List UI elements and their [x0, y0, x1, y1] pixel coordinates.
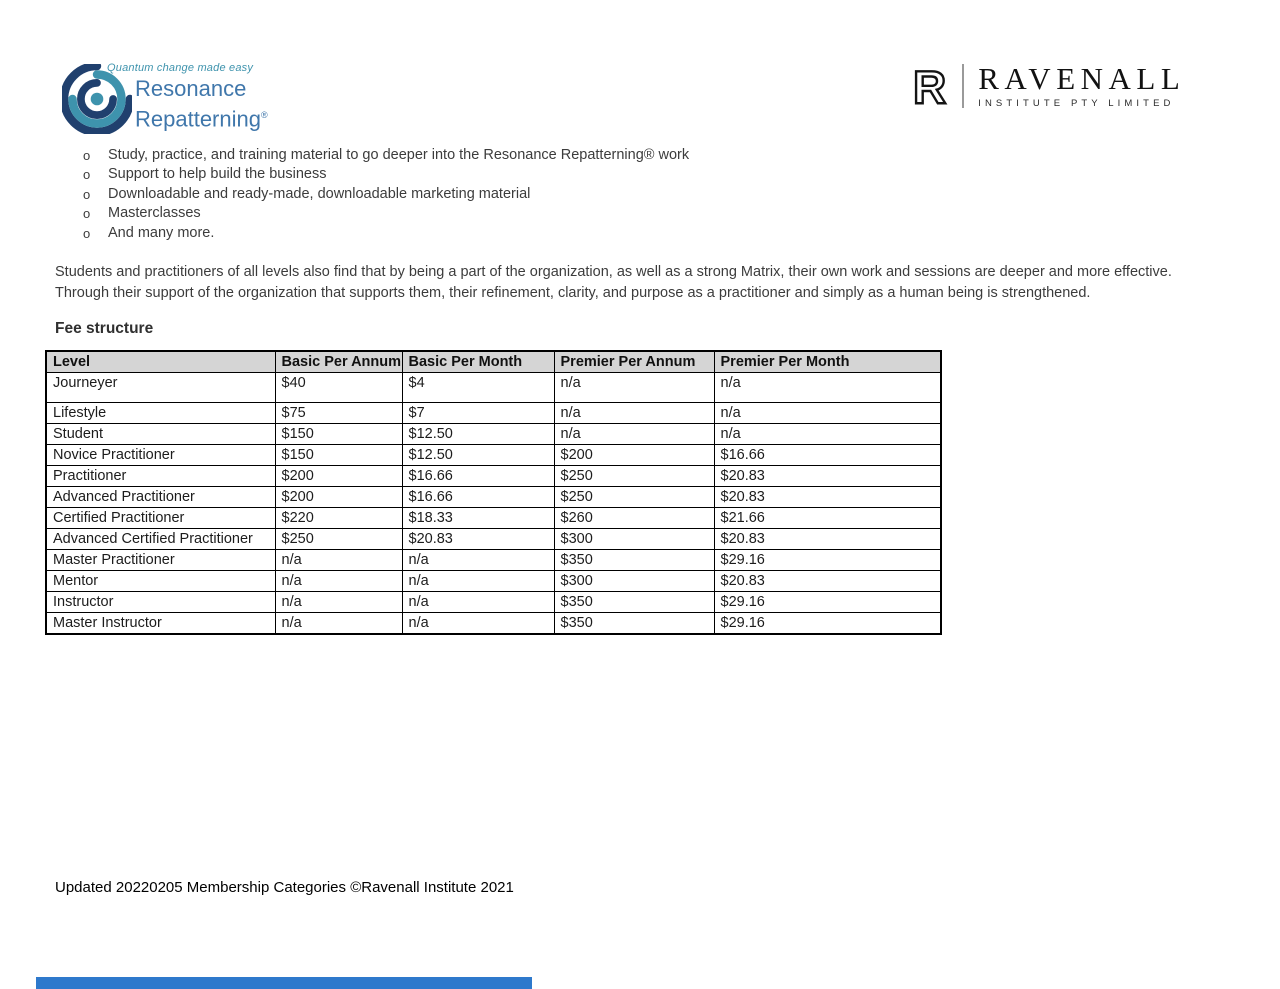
fee-table [45, 350, 942, 635]
spiral-icon [62, 64, 132, 134]
table-cell: $21.66 [714, 508, 941, 529]
bullet-marker: o [83, 148, 91, 163]
column-header: Premier Per Month [714, 351, 941, 373]
table-row [46, 571, 941, 592]
table-cell: n/a [402, 550, 554, 571]
footer-note: Updated 20220205 Membership Categories ©Ravenall Institute 2021 [55, 879, 514, 896]
body-paragraph: Students and practitioners of all levels also find that by being a part of the organization, as well as a strong Matrix, their own work and sessions are deeper and more effective. Through their support of the organization that supports them, their refinement, clarity, and purpose as a practitioner and simply as a human being is strengthened. [55, 264, 1172, 301]
table-row [46, 592, 941, 613]
ravenall-subtitle: INSTITUTE PTY LIMITED [978, 98, 1175, 109]
table-cell: $29.16 [714, 613, 941, 635]
table-cell: $75 [275, 403, 402, 424]
table-cell: n/a [402, 613, 554, 635]
table-cell: n/a [275, 550, 402, 571]
table-cell: $18.33 [402, 508, 554, 529]
table-cell: $300 [554, 529, 714, 550]
ravenall-name: RAVENALL [978, 61, 1186, 96]
column-header: Level [46, 351, 275, 373]
table-cell: $20.83 [714, 571, 941, 592]
table-cell: Lifestyle [46, 403, 275, 424]
resonance-logo [62, 57, 302, 139]
table-cell: Certified Practitioner [46, 508, 275, 529]
table-cell: n/a [714, 373, 941, 403]
table-cell: n/a [554, 373, 714, 403]
table-cell: $20.83 [714, 487, 941, 508]
table-cell: $20.83 [402, 529, 554, 550]
table-row [46, 445, 941, 466]
list-item [83, 185, 689, 204]
logo-wordmark [135, 76, 268, 132]
table-cell: $16.66 [402, 466, 554, 487]
table-cell: Master Practitioner [46, 550, 275, 571]
table-cell: n/a [714, 424, 941, 445]
benefits-list [83, 146, 689, 243]
bullet-marker: o [83, 186, 91, 202]
table-cell: $350 [554, 550, 714, 571]
table-cell: $220 [275, 508, 402, 529]
ravenall-wordmark [978, 63, 1185, 109]
table-cell: $200 [275, 487, 402, 508]
fee-structure-heading: Fee structure [55, 320, 154, 337]
list-item-text: Support to help build the business [108, 166, 327, 183]
column-header: Basic Per Annum [275, 351, 402, 373]
table-cell: $300 [554, 571, 714, 592]
table-cell: $250 [554, 466, 714, 487]
table-cell: n/a [714, 403, 941, 424]
table-row [46, 487, 941, 508]
table-cell: $200 [554, 445, 714, 466]
table-row [46, 508, 941, 529]
table-cell: $16.66 [714, 445, 941, 466]
fee-table-body [46, 373, 941, 635]
table-cell: n/a [275, 613, 402, 635]
table-cell: n/a [275, 571, 402, 592]
table-row [46, 373, 941, 403]
table-cell: n/a [402, 571, 554, 592]
fee-table-head-row [46, 351, 941, 373]
table-cell: $150 [275, 424, 402, 445]
table-cell: Journeyer [46, 373, 275, 403]
column-header: Premier Per Annum [554, 351, 714, 373]
list-item [83, 204, 689, 223]
table-cell: $16.66 [402, 487, 554, 508]
table-row [46, 466, 941, 487]
logo-wordmark-line1: Resonance [135, 76, 247, 101]
list-item-text: Downloadable and ready-made, downloadable marketing material [108, 185, 531, 202]
table-cell: $12.50 [402, 424, 554, 445]
table-cell: $250 [554, 487, 714, 508]
table-cell: $20.83 [714, 466, 941, 487]
bullet-marker: o [83, 167, 91, 183]
table-cell: Mentor [46, 571, 275, 592]
bullet-marker: o [83, 225, 91, 241]
list-item-text: Study, practice, and training material to go deeper into the Resonance Repatterning® work [108, 147, 690, 163]
table-cell: Practitioner [46, 466, 275, 487]
list-item [83, 165, 689, 184]
logo-divider [962, 64, 964, 108]
table-cell: $40 [275, 373, 402, 403]
table-cell: n/a [554, 403, 714, 424]
bullet-marker: o [83, 206, 91, 222]
table-row [46, 550, 941, 571]
logo-wordmark-line2: Repatterning® [135, 106, 268, 132]
table-cell: $350 [554, 613, 714, 635]
table-cell: n/a [275, 592, 402, 613]
table-row [46, 613, 941, 635]
table-cell: n/a [554, 424, 714, 445]
table-cell: $7 [402, 403, 554, 424]
table-cell: $29.16 [714, 592, 941, 613]
table-row [46, 403, 941, 424]
table-cell: $260 [554, 508, 714, 529]
table-cell: Student [46, 424, 275, 445]
logo-tagline: Quantum change made easy [107, 62, 254, 74]
table-cell: $29.16 [714, 550, 941, 571]
table-cell: $4 [402, 373, 554, 403]
table-row [46, 424, 941, 445]
column-header: Basic Per Month [402, 351, 554, 373]
list-item [83, 146, 689, 165]
table-cell: Advanced Certified Practitioner [46, 529, 275, 550]
table-cell: $200 [275, 466, 402, 487]
table-cell: Advanced Practitioner [46, 487, 275, 508]
table-cell: $20.83 [714, 529, 941, 550]
table-cell: Master Instructor [46, 613, 275, 635]
table-cell: Novice Practitioner [46, 445, 275, 466]
table-row [46, 529, 941, 550]
table-cell: $12.50 [402, 445, 554, 466]
table-cell: Instructor [46, 592, 275, 613]
list-item-text: Masterclasses [108, 205, 201, 222]
table-cell: $150 [275, 445, 402, 466]
bottom-accent-bar [36, 977, 532, 989]
list-item [83, 224, 689, 243]
table-cell: $350 [554, 592, 714, 613]
ravenall-logo [913, 60, 1185, 112]
list-item-text: And many more. [108, 224, 215, 241]
table-cell: $250 [275, 529, 402, 550]
ravenall-monogram-icon: R [913, 61, 947, 113]
registered-mark: ® [260, 110, 268, 120]
table-cell: n/a [402, 592, 554, 613]
